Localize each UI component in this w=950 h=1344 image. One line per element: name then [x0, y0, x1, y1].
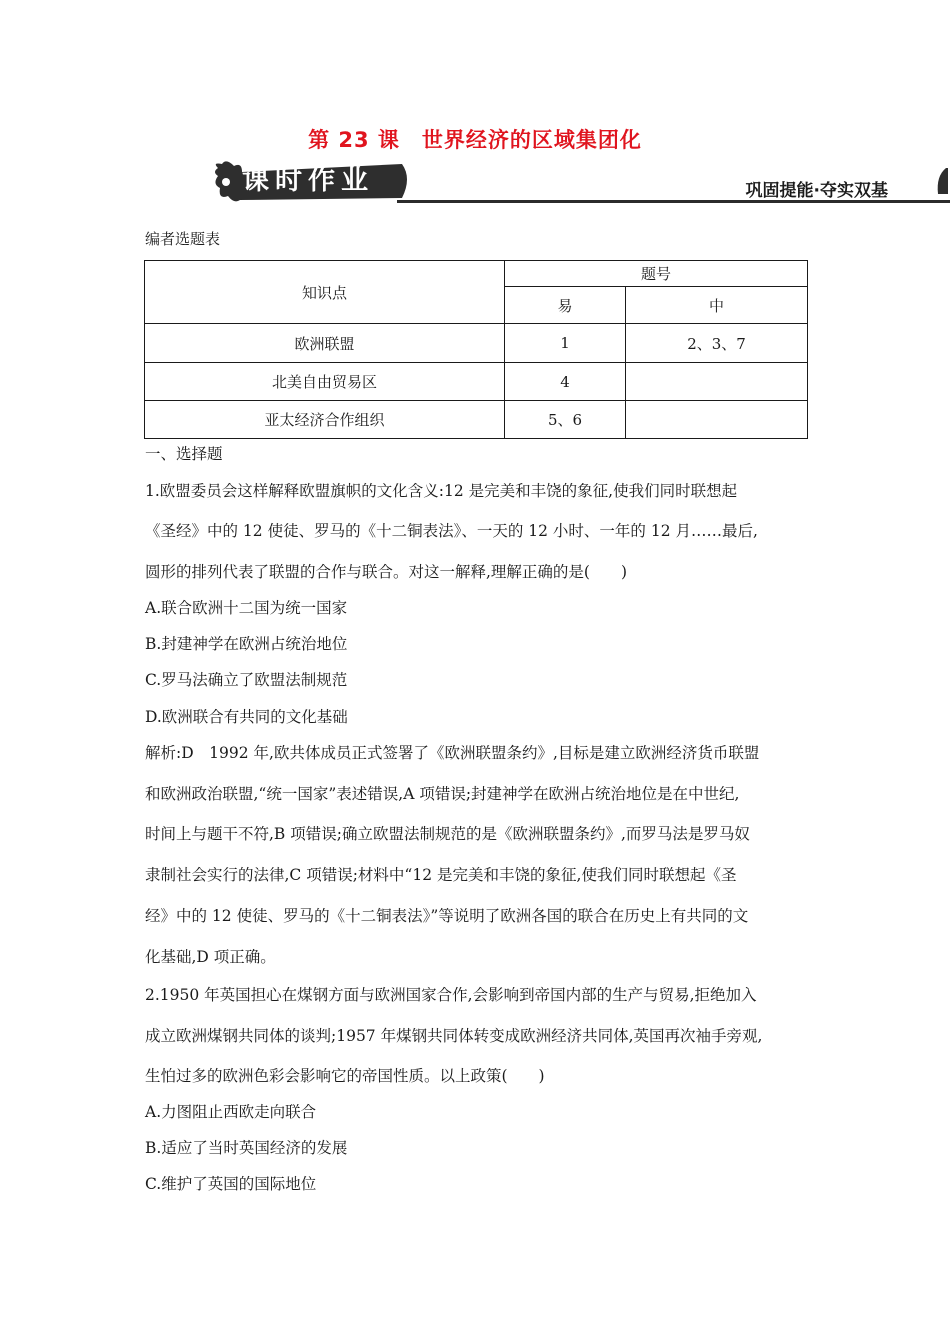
question-1-line: 《圣经》中的 12 使徒、罗马的《十二铜表法》、一天的 12 小时、一年的 12 月……最后, [145, 522, 758, 540]
question-2-line: 2.1950 年英国担心在煤钢方面与欧洲国家合作,会影响到帝国内部的生产与贸易,拒绝加入 [145, 986, 757, 1004]
topic-cell: 亚太经济合作组织 [145, 401, 505, 439]
analysis-line: 隶制社会实行的法律,C 项错误;材料中“12 是完美和丰饶的象征,使我们同时联想起《圣 [145, 866, 737, 884]
medium-cell: 2、3、7 [626, 324, 808, 363]
header-topic: 知识点 [145, 261, 505, 324]
topic-cell: 北美自由贸易区 [145, 363, 505, 401]
option-b: B.适应了当时英国经济的发展 [145, 1139, 348, 1157]
banner-badge-label: 课时作业 [242, 165, 374, 196]
analysis-line: 和欧洲政治联盟,“统一国家”表述错误,A 项错误;封建神学在欧洲占统治地位是在中世纪, [145, 785, 740, 803]
option-c: C.维护了英国的国际地位 [145, 1175, 317, 1193]
option-b: B.封建神学在欧洲占统治地位 [145, 635, 348, 653]
option-a: A.联合欧洲十二国为统一国家 [145, 599, 348, 617]
analysis-line: 经》中的 12 使徒、罗马的《十二铜表法》”等说明了欧洲各国的联合在历史上有共同的文 [145, 907, 749, 925]
question-2-line: 成立欧洲煤钢共同体的谈判;1957 年煤钢共同体转变成欧洲经济共同体,英国再次袖手旁观, [145, 1027, 763, 1045]
analysis-line: 化基础,D 项正确。 [145, 948, 276, 966]
option-d: D.欧洲联合有共同的文化基础 [145, 708, 348, 726]
analysis-line: 解析:D 1992 年,欧共体成员正式签署了《欧洲联盟条约》,目标是建立欧洲经济货币联盟 [145, 744, 760, 762]
medium-cell [626, 363, 808, 401]
section-heading: 一、选择题 [145, 445, 223, 463]
table-caption: 编者选题表 [145, 230, 221, 248]
analysis-line: 时间上与题干不符,B 项错误;确立欧盟法制规范的是《欧洲联盟条约》,而罗马法是罗马奴 [145, 825, 750, 843]
table-row [145, 363, 808, 401]
question-1-line: 1.欧盟委员会这样解释欧盟旗帜的文化含义:12 是完美和丰饶的象征,使我们同时联想起 [145, 482, 738, 500]
homework-banner [212, 160, 950, 206]
topic-cell: 欧洲联盟 [145, 324, 505, 363]
table-row [145, 401, 808, 439]
banner-end-mark [934, 166, 948, 196]
topic-selection-table [144, 260, 808, 439]
medium-cell [626, 401, 808, 439]
header-number: 题号 [505, 261, 808, 287]
question-2-line: 生怕过多的欧洲色彩会影响它的帝国性质。以上政策( ) [145, 1067, 545, 1085]
header-medium: 中 [626, 287, 808, 324]
easy-cell: 5、6 [505, 401, 626, 439]
easy-cell: 4 [505, 363, 626, 401]
header-easy: 易 [505, 287, 626, 324]
option-c: C.罗马法确立了欧盟法制规范 [145, 671, 348, 689]
easy-cell: 1 [505, 324, 626, 363]
banner-slogan: 巩固提能·夺实双基 [745, 181, 888, 201]
question-1-line: 圆形的排列代表了联盟的合作与联合。对这一解释,理解正确的是( ) [145, 563, 628, 581]
table-row [145, 324, 808, 363]
option-a: A.力图阻止西欧走向联合 [145, 1103, 317, 1121]
lesson-title: 第 23 课 世界经济的区域集团化 [308, 128, 642, 152]
